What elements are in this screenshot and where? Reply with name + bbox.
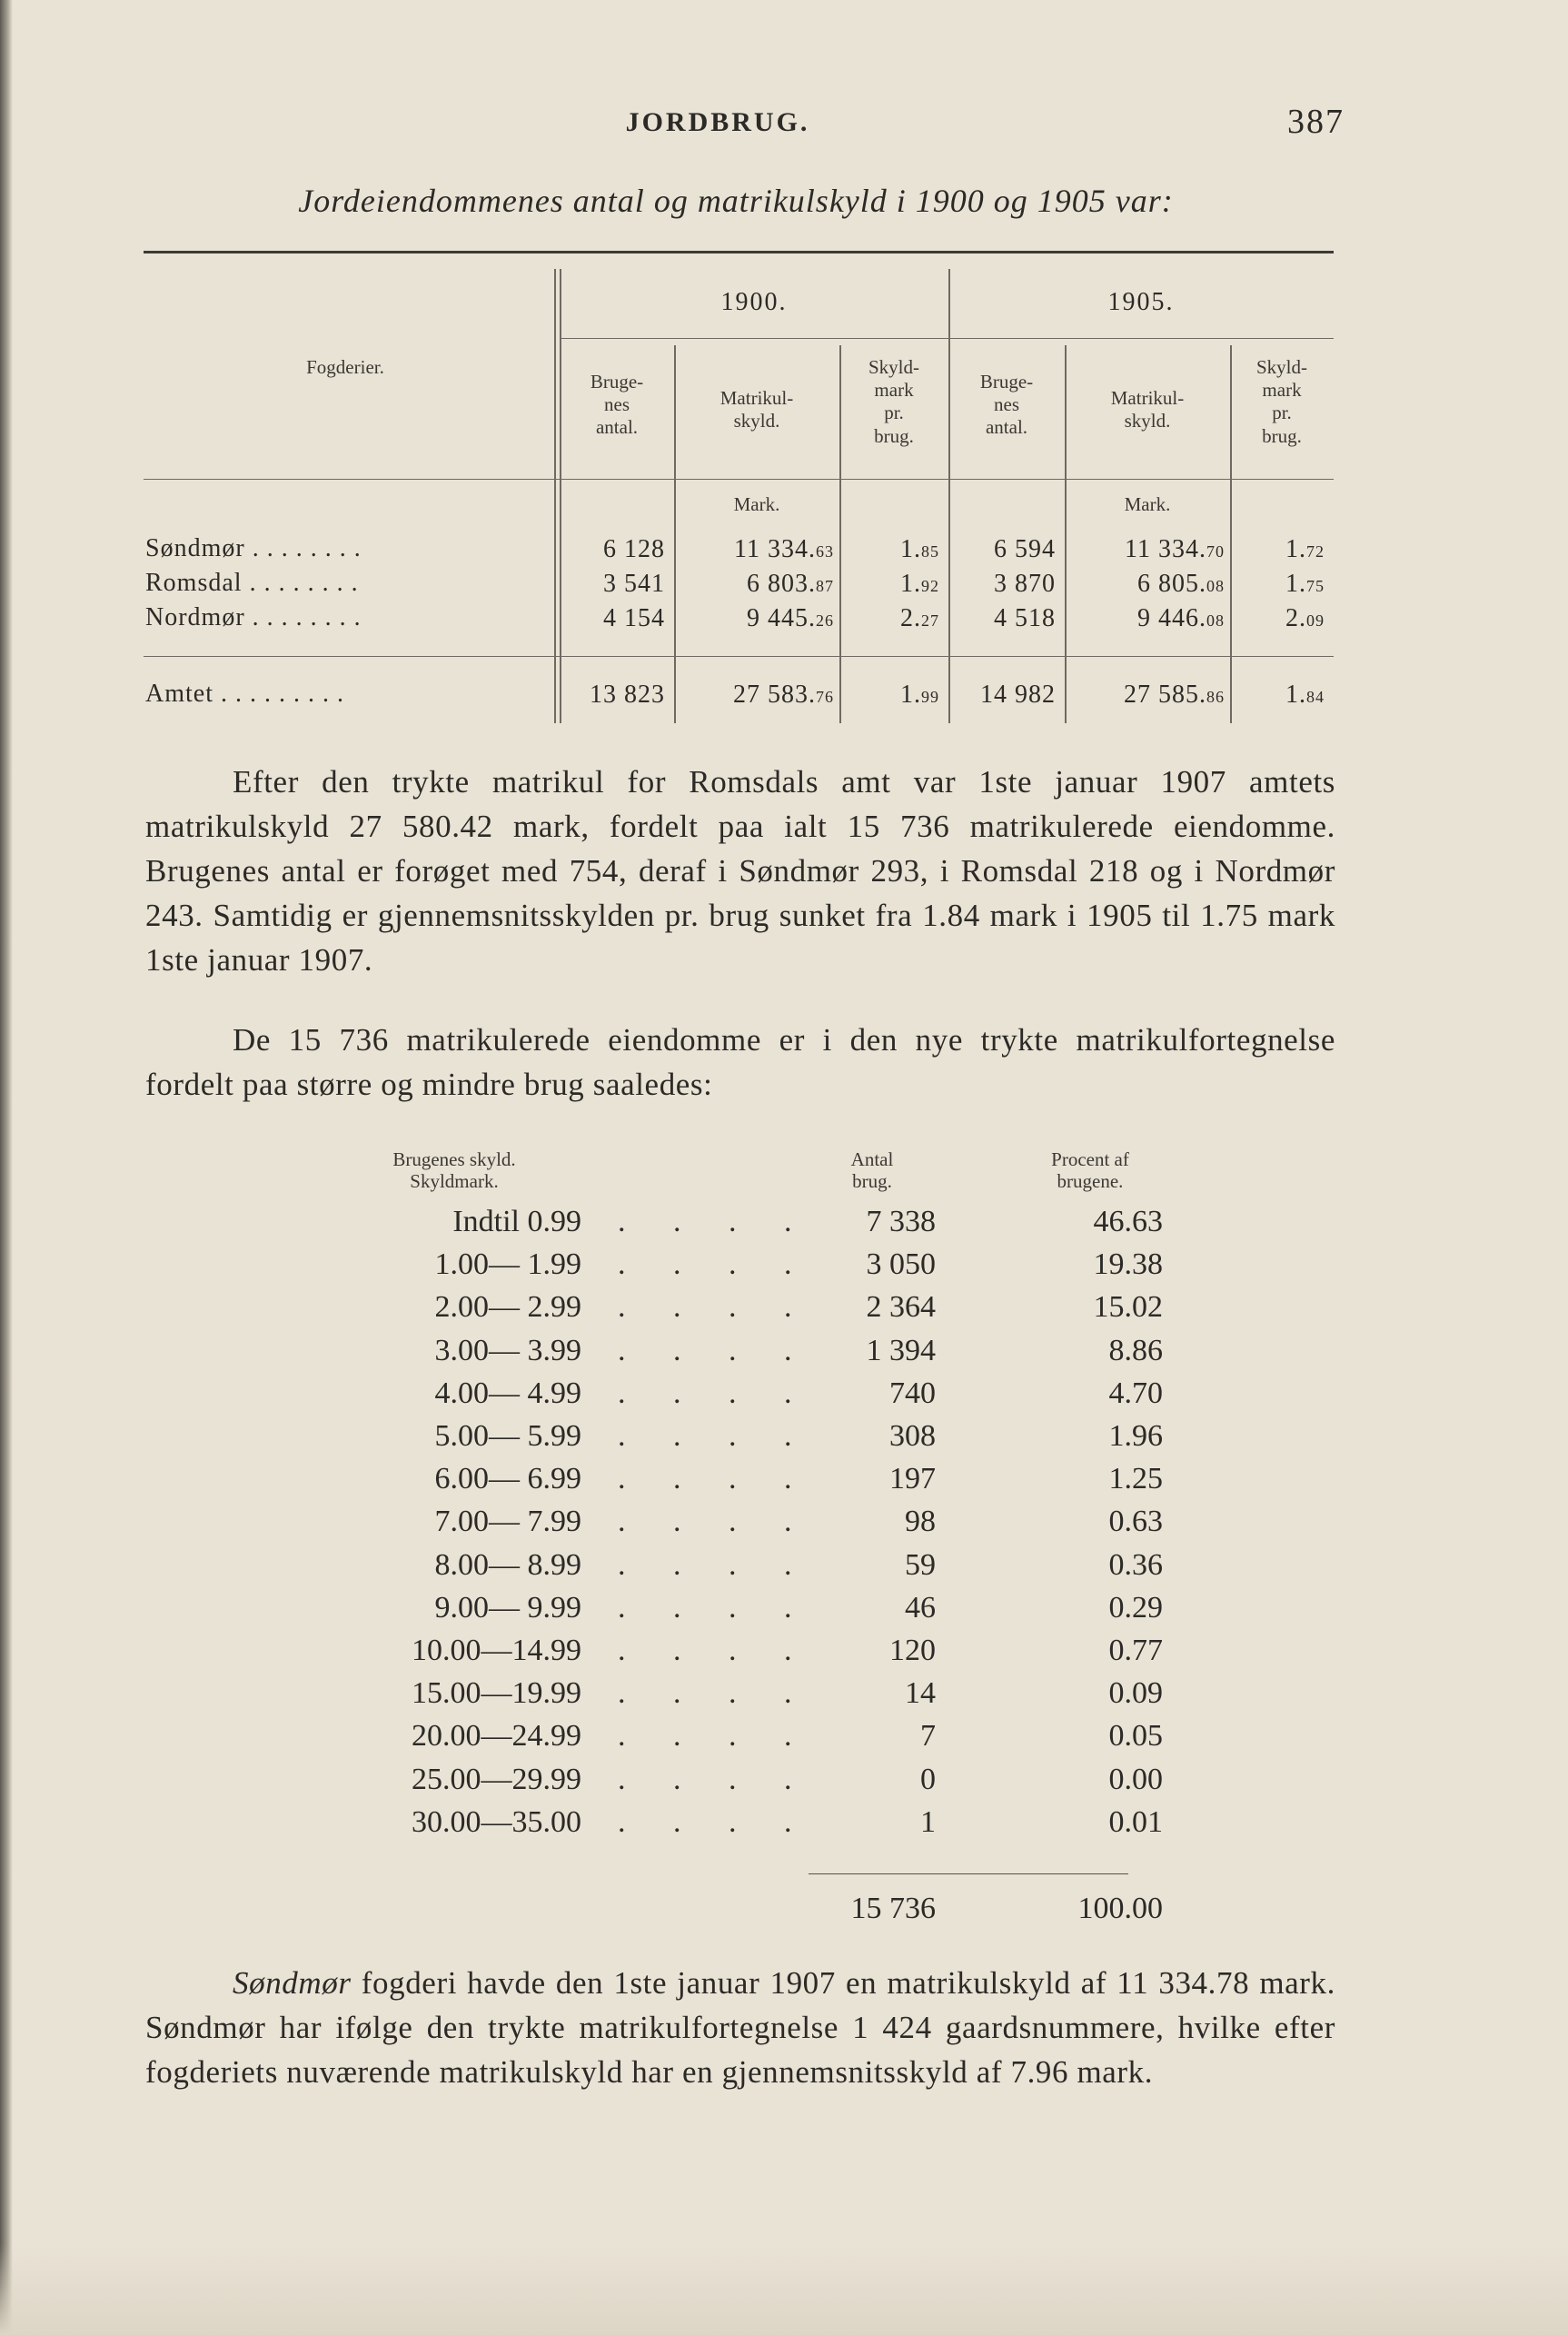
cell-bruge-1905: 14 982 (980, 681, 1056, 709)
leader-dots: . . . . (618, 1247, 812, 1281)
skyld-range: Indtil 0.99 (452, 1205, 581, 1238)
leader-dots: . . . . (618, 1548, 812, 1582)
table-title: Jordeiendommenes antal og matrikulskyld i 1900 og 1905 var: (298, 183, 1174, 219)
cell-skyld-int: 1. (1285, 681, 1306, 709)
row-name: Romsdal (145, 569, 243, 597)
brug-count: 98 (905, 1505, 936, 1538)
skyld-range: 30.00—35.00 (412, 1805, 581, 1839)
distribution-row (345, 1247, 1163, 1290)
cell-matrikul-int: 11 334. (1125, 535, 1206, 563)
distribution-row (345, 1419, 1163, 1462)
brug-count: 7 (920, 1719, 936, 1753)
table-vline (560, 269, 561, 723)
cell-matrikul-dec: 63 (816, 542, 834, 561)
skyld-range: 25.00—29.99 (412, 1763, 581, 1796)
cell-skyld-1905 (1230, 569, 1325, 600)
brug-percent: 0.29 (1108, 1591, 1163, 1625)
brug-percent: 8.86 (1108, 1334, 1163, 1367)
skyld-range: 8.00— 8.99 (434, 1548, 581, 1582)
distribution-row (345, 1634, 1163, 1676)
cell-bruge-1900: 4 154 (603, 604, 665, 632)
brug-percent: 0.09 (1108, 1676, 1163, 1710)
skyld-range: 10.00—14.99 (412, 1634, 581, 1667)
header-bruge-antal-1900: Bruge- nes antal. (590, 371, 644, 439)
cell-matrikul-int: 9 446. (1137, 604, 1206, 632)
distribution-row (345, 1290, 1163, 1333)
cell-skyld-dec: 75 (1306, 577, 1325, 595)
brug-percent: 46.63 (1093, 1205, 1163, 1238)
distribution-row (345, 1334, 1163, 1376)
leader-dots: . . . . (618, 1205, 812, 1238)
cell-matrikul-1905 (1065, 680, 1225, 710)
header-matrikulskyld-1900: Matrikul- skyld. (719, 387, 794, 432)
cell-bruge-1905: 3 870 (994, 570, 1056, 598)
header-bruge-antal-1905: Bruge- nes antal. (979, 371, 1034, 439)
cell-skyld-int: 2. (1285, 604, 1306, 632)
cell-bruge-1900: 3 541 (603, 570, 665, 598)
brug-percent: 4.70 (1108, 1376, 1163, 1410)
cell-matrikul-int: 27 585. (1124, 681, 1206, 709)
cell-skyld-1905 (1230, 603, 1325, 634)
cell-skyld-dec: 92 (921, 577, 939, 595)
leader-dots: . . . . (618, 1462, 812, 1495)
skyld-range: 3.00— 3.99 (434, 1334, 581, 1367)
year-underline (560, 338, 1334, 339)
total-count: 15 736 (850, 1892, 936, 1925)
brug-count: 7 338 (866, 1205, 936, 1238)
cell-matrikul-dec: 87 (816, 577, 834, 595)
cell-skyld-1900 (839, 603, 939, 634)
brug-count: 59 (905, 1548, 936, 1582)
unit-mark-1905: Mark. (1124, 493, 1171, 515)
cell-matrikul-1905 (1065, 534, 1225, 565)
cell-bruge-1905: 6 594 (994, 535, 1056, 563)
skyld-range: 2.00— 2.99 (434, 1290, 581, 1324)
header-year-1900: 1900. (720, 288, 788, 316)
header-antal-brug: Antal brug. (850, 1148, 894, 1192)
leader-dots: . . . . (618, 1634, 812, 1667)
place-name: Søndmør (233, 1965, 352, 2001)
cell-matrikul-1900 (674, 569, 834, 600)
cell-matrikul-1905 (1065, 603, 1225, 634)
row-name: Søndmør (145, 534, 245, 562)
table-vline (948, 269, 950, 723)
brug-count: 197 (889, 1462, 936, 1495)
table-vline (554, 269, 556, 723)
leader-dots: . . . . . . . . (249, 569, 359, 597)
cell-matrikul-int: 27 583. (733, 681, 816, 709)
brug-count: 1 (920, 1805, 936, 1839)
unit-mark-1900: Mark. (733, 493, 780, 515)
distribution-row (345, 1805, 1163, 1848)
cell-matrikul-int: 6 805. (1137, 570, 1206, 598)
cell-skyld-1900 (839, 534, 939, 565)
paragraph-matrikul-1907: Efter den trykte matrikul for Romsdals amt var 1ste januar 1907 amtets matrikulskyld 27 580.42 mark, fordelt paa ialt 15 736 matrikulerede eiendomme. Brugenes antal er forøget med 754, deraf i Søndmør 293, i Romsdal 218 og i Nordmør 243. Samtidig er gjennemsnitsskylden pr. brug sunket fra 1.84 mark i 1905 til 1.75 mark 1ste januar 1907. (145, 764, 1335, 978)
cell-skyld-int: 1. (1285, 535, 1306, 563)
brug-percent: 1.96 (1108, 1419, 1163, 1453)
skyld-range: 6.00— 6.99 (434, 1462, 581, 1495)
brug-count: 308 (889, 1419, 936, 1453)
header-brugenes-skyld: Brugenes skyld. Skyldmark. (392, 1148, 516, 1192)
skyld-range: 4.00— 4.99 (434, 1376, 581, 1410)
cell-skyld-int: 1. (900, 535, 921, 563)
brug-count: 46 (905, 1591, 936, 1625)
brug-count: 740 (889, 1376, 936, 1410)
brug-percent: 0.00 (1108, 1763, 1163, 1796)
table-top-rule (144, 251, 1334, 253)
paragraph-sondmor (145, 1961, 1335, 2094)
cell-matrikul-dec: 70 (1206, 542, 1225, 561)
cell-skyld-dec: 99 (921, 688, 939, 706)
brug-count: 120 (889, 1634, 936, 1667)
cell-matrikul-dec: 86 (1206, 688, 1225, 706)
cell-skyld-int: 1. (1285, 570, 1306, 598)
header-procent: Procent af brugene. (1051, 1148, 1129, 1192)
skyld-range: 15.00—19.99 (412, 1676, 581, 1710)
leader-dots: . . . . (618, 1763, 812, 1796)
brug-percent: 0.77 (1108, 1634, 1163, 1667)
cell-matrikul-dec: 08 (1206, 611, 1225, 630)
cell-matrikul-1905 (1065, 569, 1225, 600)
leader-dots: . . . . . . . . . (221, 680, 344, 708)
leader-dots: . . . . (618, 1376, 812, 1410)
brug-percent: 0.01 (1108, 1805, 1163, 1839)
cell-skyld-1900 (839, 680, 939, 710)
leader-dots: . . . . (618, 1676, 812, 1710)
distribution-row (345, 1591, 1163, 1634)
brug-count: 1 394 (866, 1334, 936, 1367)
leader-dots: . . . . (618, 1290, 812, 1324)
page-binding-edge (0, 0, 13, 2335)
cell-skyld-dec: 84 (1306, 688, 1325, 706)
cell-skyld-1905 (1230, 534, 1325, 565)
cell-skyld-1900 (839, 569, 939, 600)
cell-bruge-1900: 13 823 (590, 681, 665, 709)
brug-count: 0 (920, 1763, 936, 1796)
leader-dots: . . . . (618, 1719, 812, 1753)
header-fogderier: Fogderier. (306, 356, 384, 378)
cell-skyld-dec: 72 (1306, 542, 1325, 561)
cell-skyld-dec: 27 (921, 611, 939, 630)
skyld-range: 20.00—24.99 (412, 1719, 581, 1753)
brug-percent: 1.25 (1108, 1462, 1163, 1495)
leader-dots: . . . . (618, 1334, 812, 1367)
header-year-1905: 1905. (1107, 288, 1175, 316)
cell-matrikul-int: 6 803. (747, 570, 816, 598)
skyld-range: 1.00— 1.99 (434, 1247, 581, 1281)
page-bottom-shade (0, 2244, 1568, 2335)
header-skyldmark-1905: Skyld- mark pr. brug. (1255, 356, 1307, 447)
distribution-sum-rule (809, 1873, 1128, 1874)
cell-skyld-int: 1. (900, 570, 921, 598)
header-matrikulskyld-1905: Matrikul- skyld. (1110, 387, 1185, 432)
paragraph-distribution-intro: De 15 736 matrikulerede eiendomme er i den nye trykte matrikulfortegnelse fordelt paa større og mindre brug saaledes: (145, 1022, 1335, 1102)
cell-matrikul-1900 (674, 603, 834, 634)
distribution-row (345, 1205, 1163, 1247)
cell-skyld-1905 (1230, 680, 1325, 710)
leader-dots: . . . . (618, 1805, 812, 1839)
distribution-row (345, 1376, 1163, 1419)
brug-count: 2 364 (866, 1290, 936, 1324)
distribution-row (345, 1719, 1163, 1762)
total-rule (144, 656, 1334, 657)
paragraph-text: fogderi havde den 1ste januar 1907 en matrikulskyld af 11 334.78 mark. Søndmør har ifølge den trykte matrikulfortegnelse 1 424 gaardsnummere, hvilke efter fogderiets nuværende matrikulskyld har en gjennemsnitsskyld af 7.96 mark. (145, 1965, 1335, 2090)
skyld-range: 7.00— 7.99 (434, 1505, 581, 1538)
distribution-total-row (345, 1892, 1163, 1934)
running-title: JORDBRUG. (625, 107, 810, 137)
cell-matrikul-dec: 76 (816, 688, 834, 706)
brug-percent: 0.63 (1108, 1505, 1163, 1538)
cell-matrikul-1900 (674, 534, 834, 565)
brug-percent: 0.36 (1108, 1548, 1163, 1582)
distribution-row (345, 1462, 1163, 1505)
cell-matrikul-int: 9 445. (747, 604, 816, 632)
cell-matrikul-1900 (674, 680, 834, 710)
leader-dots: . . . . . . . . (252, 603, 362, 631)
cell-bruge-1900: 6 128 (603, 535, 665, 563)
cell-matrikul-dec: 08 (1206, 577, 1225, 595)
cell-skyld-int: 1. (900, 681, 921, 709)
cell-bruge-1905: 4 518 (994, 604, 1056, 632)
header-skyldmark-1900: Skyld- mark pr. brug. (868, 356, 919, 447)
cell-matrikul-int: 11 334. (734, 535, 816, 563)
skyld-range: 5.00— 5.99 (434, 1419, 581, 1453)
row-name: Amtet (145, 680, 213, 708)
brug-count: 3 050 (866, 1247, 936, 1281)
cell-skyld-int: 2. (900, 604, 921, 632)
distribution-row (345, 1676, 1163, 1719)
brug-count: 14 (905, 1676, 936, 1710)
leader-dots: . . . . . . . . (252, 534, 362, 562)
brug-percent: 15.02 (1093, 1290, 1163, 1324)
header-bottom-rule (144, 479, 1334, 480)
distribution-row (345, 1505, 1163, 1547)
leader-dots: . . . . (618, 1505, 812, 1538)
cell-matrikul-dec: 26 (816, 611, 834, 630)
leader-dots: . . . . (618, 1591, 812, 1625)
cell-skyld-dec: 85 (921, 542, 939, 561)
row-name: Nordmør (145, 603, 245, 631)
page-number: 387 (1287, 103, 1345, 141)
distribution-row (345, 1548, 1163, 1591)
brug-percent: 19.38 (1093, 1247, 1163, 1281)
skyld-range: 9.00— 9.99 (434, 1591, 581, 1625)
distribution-row (345, 1763, 1163, 1805)
leader-dots: . . . . (618, 1419, 812, 1453)
brug-percent: 0.05 (1108, 1719, 1163, 1753)
total-percent: 100.00 (1077, 1892, 1163, 1925)
cell-skyld-dec: 09 (1306, 611, 1325, 630)
